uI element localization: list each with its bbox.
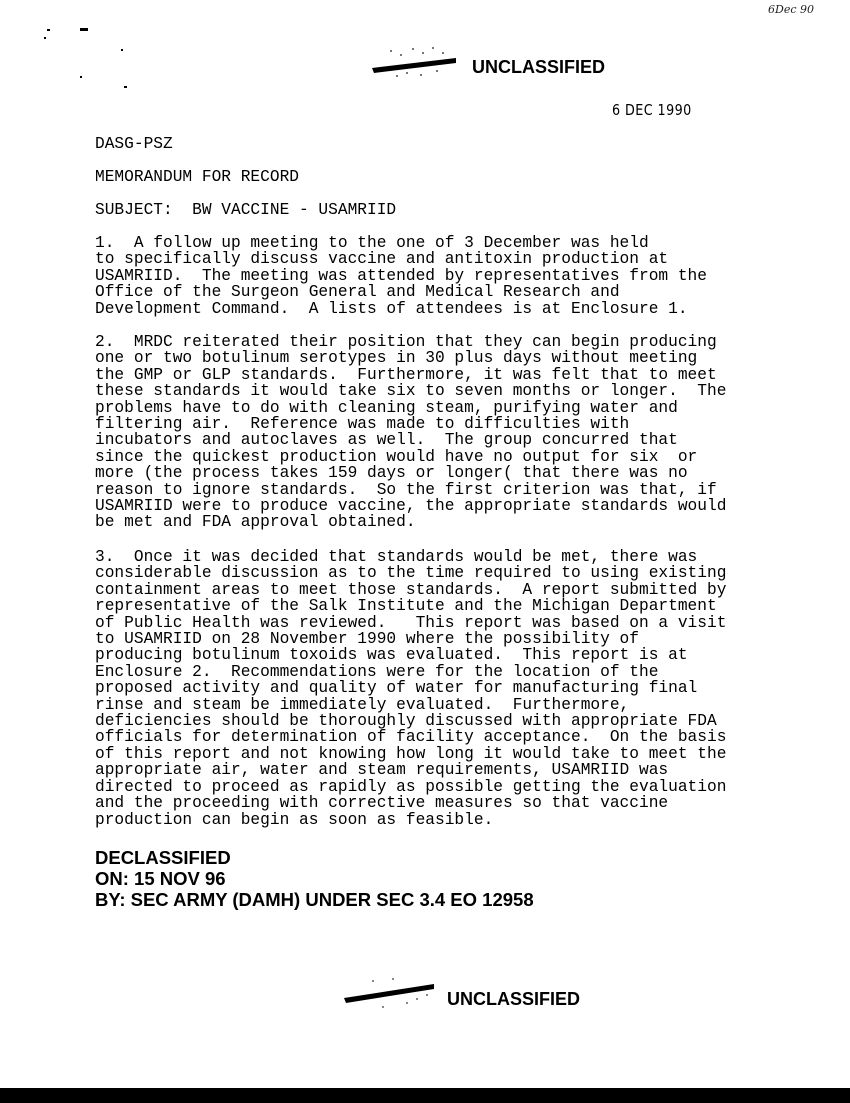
declassified-date: ON: 15 NOV 96: [95, 868, 226, 889]
scan-speck: [44, 37, 46, 39]
memo-paragraph-3: 3. Once it was decided that standards would be met, there was considerable discussion as to the time required to using existing containment areas to meet those standards. A report submitted by representative of the Salk Institute and the Michigan Department of Public Health was reviewed. This report was based on a visit to USAMRIID on 28 November 1990 where the possibility of producing botulinum toxoids was evaluated. This report is at Enclosure 2. Recommendations were for the location of the proposed activity and quality of water for manufacturing final rinse and steam be immediately evaluated. Furthermore, deficiencies should be thoroughly discussed with appropriate FDA officials for determination of facility acceptance. On the basis of this report and not knowing how long it would take to meet the appropriate air, water and steam requirements, USAMRIID was directed to proceed as rapidly as possible getting the evaluation and the proceeding with corrective measures so that vaccine production can begin as soon as feasible.: [95, 548, 727, 829]
handwritten-date-note: 6Dec 90: [768, 3, 814, 16]
scan-speck: [47, 29, 50, 31]
scan-bottom-edge: [0, 1088, 850, 1103]
redaction-mark-top: [370, 44, 460, 80]
office-symbol: DASG-PSZ: [95, 135, 173, 153]
declassified-authority: BY: SEC ARMY (DAMH) UNDER SEC 3.4 EO 12958: [95, 889, 534, 910]
classification-marking-top: UNCLASSIFIED: [472, 57, 606, 77]
scan-speck: [80, 76, 82, 78]
memo-paragraph-1: 1. A follow up meeting to the one of 3 December was held to specifically discuss vaccine and antitoxin production at USAMRIID. The meeting was attended by representatives from the Office of the Surgeon General and Medical Research and Development Command. A lists of attendees is at Enclosure 1.: [95, 234, 707, 318]
memo-paragraph-2: 2. MRDC reiterated their position that they can begin producing one or two botulinum serotypes in 30 plus days without meeting the GMP or GLP standards. Furthermore, it was felt that to meet these standards it would take six to seven months or longer. The problems have to do with cleaning steam, purifying water and filtering air. Reference was made to difficulties with incubators and autoclaves as well. The group concurred that since the quickest production would have no output for six or more (the process takes 159 days or longer( that there was no reason to ignore standards. So the first criterion was that, if USAMRIID were to produce vaccine, the appropriate standards would be met and FDA approval obtained.: [95, 333, 727, 532]
declassified-label: DECLASSIFIED: [95, 847, 231, 868]
date-stamp: 6 DEC 1990: [612, 101, 692, 119]
memo-subject-line: SUBJECT: BW VACCINE - USAMRIID: [95, 201, 397, 219]
scan-speck: [80, 28, 88, 31]
scan-speck: [121, 49, 123, 51]
classification-marking-bottom: UNCLASSIFIED: [447, 989, 581, 1009]
redaction-mark-bottom: [342, 976, 438, 1012]
memo-type-heading: MEMORANDUM FOR RECORD: [95, 168, 299, 186]
scan-speck: [124, 86, 127, 88]
